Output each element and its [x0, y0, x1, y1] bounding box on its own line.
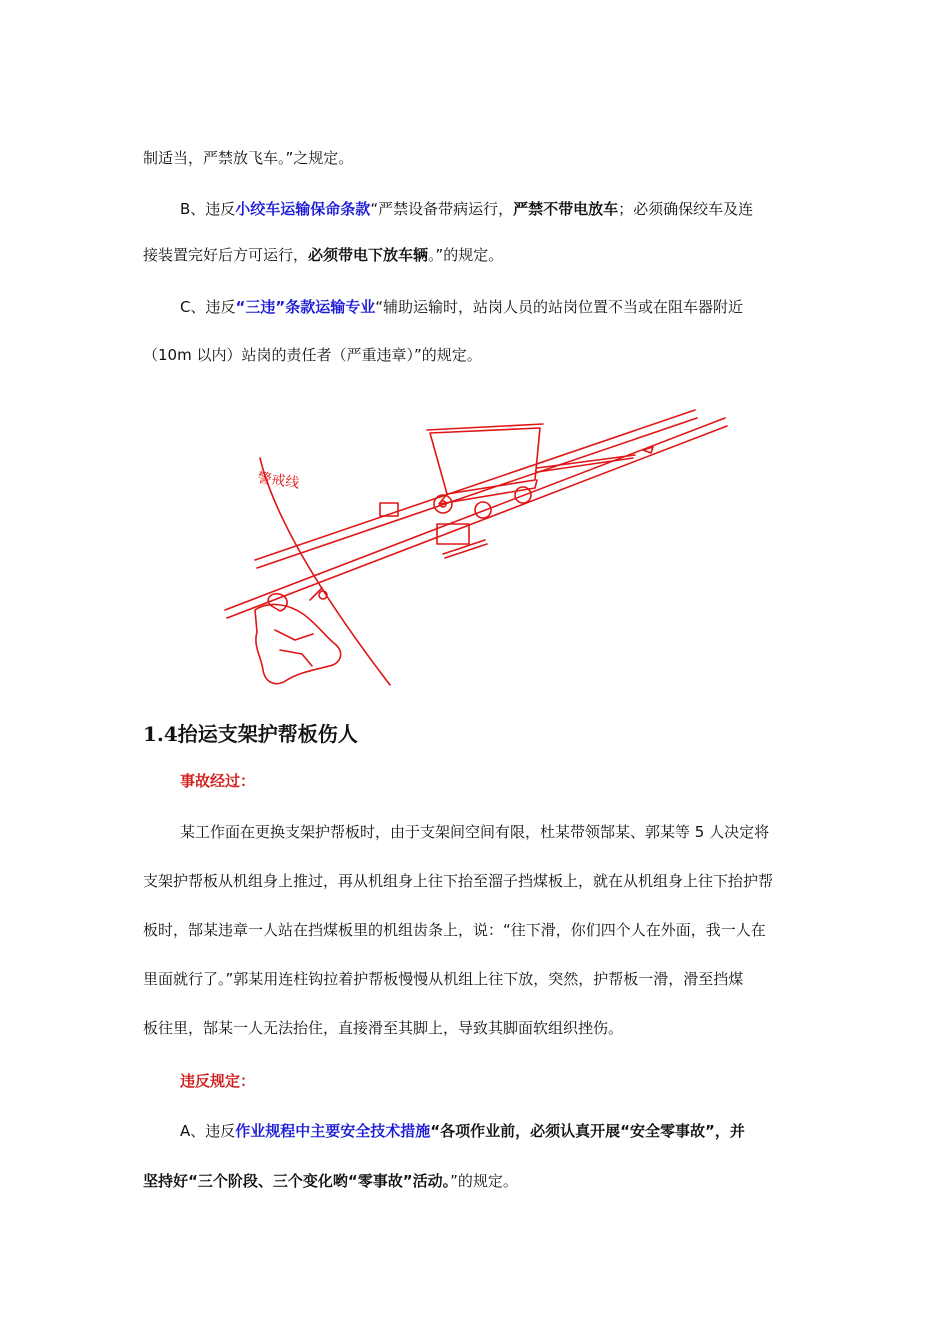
- rail-lower-outer: [225, 418, 725, 610]
- clause-c-text: （10m 以内）站岗的责任者（严重违章）”的规定。: [143, 346, 482, 364]
- clause-b-text: ；必须确保绞车及连: [618, 200, 754, 218]
- accident-label: 事故经过：: [180, 772, 256, 790]
- clause-b-bold-text: 必须带电下放车辆: [308, 246, 429, 264]
- clause-b-text: 。”的规定。: [428, 246, 504, 264]
- warning-line-label: 警戒线: [256, 470, 301, 492]
- paragraph-continuation: [143, 147, 353, 169]
- violation-label-line: [180, 1070, 255, 1092]
- section-heading: [143, 718, 358, 747]
- clause-a-line-1: [180, 1120, 745, 1142]
- accident-text: 某工作面在更换支架护帮板时，由于支架间空间有限，杜某带领郜某、郭某等 5 人决定将: [180, 823, 770, 841]
- section-number: 1.4: [143, 722, 178, 746]
- mine-car-illustration: [215, 400, 735, 700]
- clause-a-bold-text: “各项作业前，必须认真开展“安全零事故”，并: [430, 1122, 745, 1140]
- clause-c-prefix: C、违反: [180, 298, 236, 316]
- mine-car-body: [430, 428, 540, 494]
- clause-a-bold-text: 坚持好“三个阶段、三个变化哟“零事故”活动。: [143, 1172, 451, 1190]
- coupling-rope: [537, 455, 635, 468]
- wheel: [475, 502, 491, 518]
- clause-b-line-2: [143, 244, 503, 266]
- accident-label-line: [180, 770, 255, 792]
- clause-a-prefix: A、违反: [180, 1122, 236, 1140]
- clause-a-rule-link[interactable]: 作业规程中主要安全技术措施: [235, 1122, 431, 1140]
- clause-c-text: “辅助运输时，站岗人员的站岗位置不当或在阻车器附近: [375, 298, 743, 316]
- accident-text: 板时，郜某违章一人站在挡煤板里的机组齿条上，说：“往下滑，你们四个人在外面，我一人在: [143, 921, 766, 939]
- clause-b-line-1: [180, 198, 753, 220]
- clause-b-text: 接装置完好后方可运行，: [143, 246, 309, 264]
- accident-line-5: [143, 1017, 623, 1039]
- clause-a-text: ”的规定。: [450, 1172, 518, 1190]
- clause-c-rule-link[interactable]: “三违”条款运输专业: [235, 298, 376, 316]
- accident-text: 里面就行了。”郭某用连柱钩拉着护帮板慢慢从机组上往下放，突然，护帮板一滑，滑至挡煤: [143, 970, 744, 988]
- clause-c-line-1: [180, 296, 743, 318]
- clause-c-line-2: [143, 344, 482, 366]
- clause-b-prefix: B、违反: [180, 200, 236, 218]
- accident-text: 支架护帮板从机组身上推过，再从机组身上往下抬至溜子挡煤板上，就在从机组身上往下抬护帮: [143, 872, 774, 890]
- clause-a-line-2: [143, 1170, 518, 1192]
- accident-line-3: [143, 919, 766, 941]
- violation-label: 违反规定：: [180, 1072, 256, 1090]
- section-title: 抬运支架护帮板伤人: [177, 722, 358, 746]
- accident-text: 板往里，郜某一人无法抬住，直接滑至其脚上，导致其脚面软组织挫伤。: [143, 1019, 624, 1037]
- accident-line-2: [143, 870, 773, 892]
- paragraph-text: 制适当，严禁放飞车。”之规定。: [143, 149, 354, 167]
- accident-line-4: [143, 968, 743, 990]
- clause-b-rule-link[interactable]: 小绞车运输保命条款: [235, 200, 371, 218]
- worker-figure: [255, 604, 341, 683]
- accident-line-1: [180, 821, 769, 843]
- clause-b-bold-text: 严禁不带电放车: [513, 200, 619, 218]
- rail-upper-outer: [255, 410, 695, 560]
- clause-b-text: “严禁设备带病运行，: [370, 200, 514, 218]
